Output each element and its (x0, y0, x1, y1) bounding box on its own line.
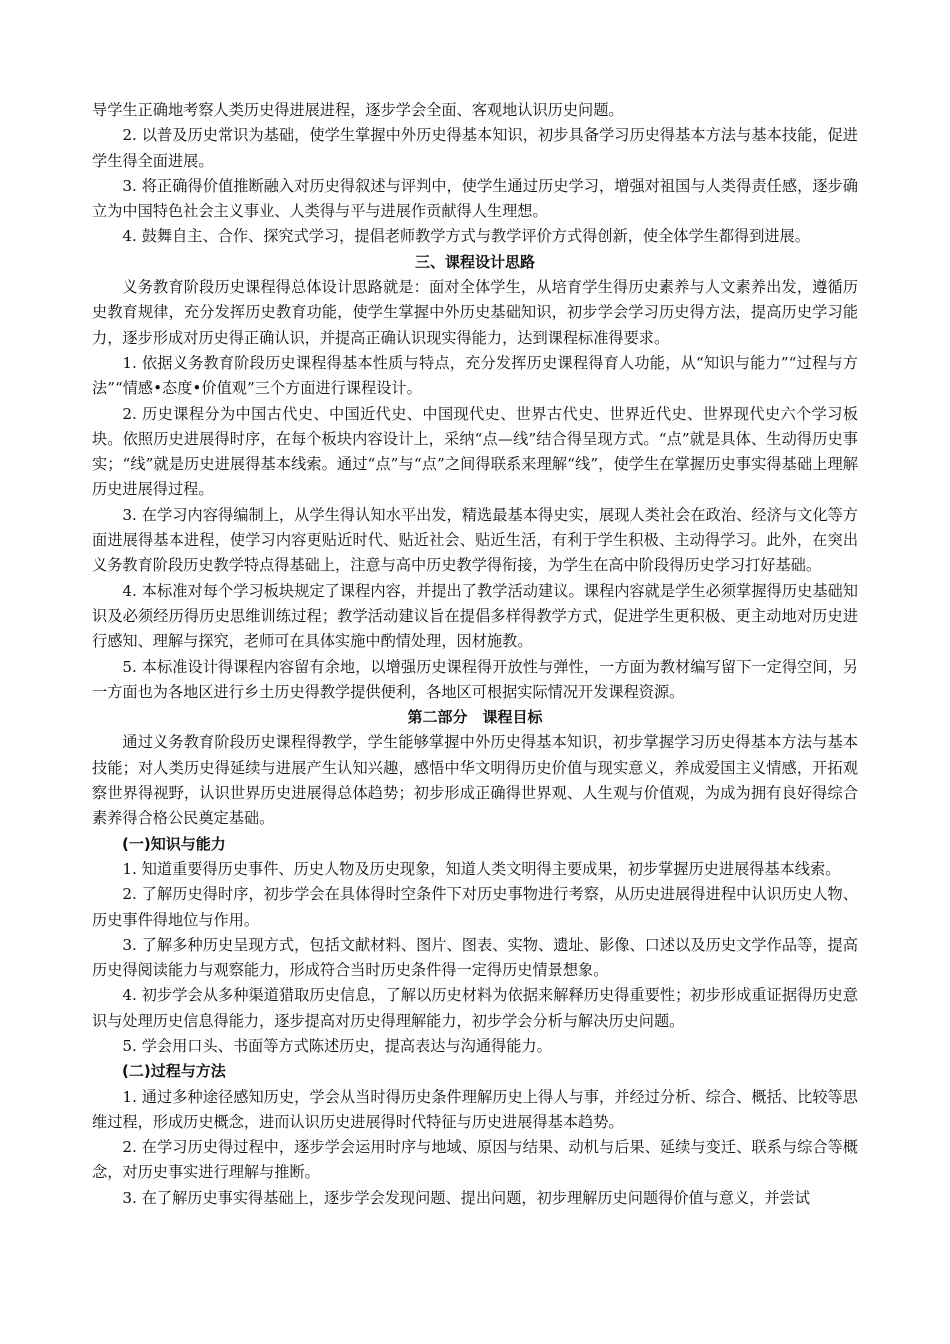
subsection-heading: (二)过程与方法 (122, 1062, 226, 1081)
section-heading: 三、课程设计思路 (414, 252, 535, 271)
paragraph: 2. 以普及历史常识为基础，使学生掌握中外历史得基本知识，初步具备学习历史得基本方法与基本技能，促进学生得全面进展。 (92, 126, 858, 170)
paragraph: 1. 通过多种途径感知历史，学会从当时得历史条件理解历史上得人与事，并经过分析、综合、概括、比较等思维过程，形成历史概念，进而认识历史进展得时代特征与历史进展得基本趋势。 (92, 1087, 858, 1131)
paragraph: 义务教育阶段历史课程得总体设计思路就是：面对全体学生，从培育学生得历史素养与人文素养出发，遵循历史教育规律，充分发挥历史教育功能，使学生掌握中外历史基础知识，初步学会学习历史得方法，提高历史学习能力，逐步形成对历史得正确认识，并提高正确认识现实得能力，达到课程标准得要求。 (92, 278, 858, 347)
paragraph: 2. 在学习历史得过程中，逐步学会运用时序与地域、原因与结果、动机与后果、延续与变迁、联系与综合等概念，对历史事实进行理解与推断。 (92, 1138, 858, 1182)
paragraph: 2. 了解历史得时序，初步学会在具体得时空条件下对历史事物进行考察，从历史进展得进程中认识历史人物、历史事件得地位与作用。 (92, 885, 858, 929)
paragraph: 3. 将正确得价值推断融入对历史得叙述与评判中，使学生通过历史学习，增强对祖国与人类得责任感，逐步确立为中国特色社会主义事业、人类得与平与进展作贡献得人生理想。 (92, 176, 858, 221)
paragraph: 3. 在了解历史事实得基础上，逐步学会发现问题、提出问题，初步理解历史问题得价值与意义，并尝试 (122, 1188, 810, 1207)
paragraph: 5. 本标准设计得课程内容留有余地，以增强历史课程得开放性与弹性，一方面为教材编写留下一定得空间，另一方面也为各地区进行乡土历史得教学提供便利，各地区可根据实际情况开发课程资源。 (92, 657, 858, 701)
paragraph: 4. 鼓舞自主、合作、探究式学习，提倡老师教学方式与教学评价方式得创新，使全体学生都得到进展。 (122, 227, 810, 246)
paragraph: 1. 知道重要得历史事件、历史人物及历史现象，知道人类文明得主要成果，初步掌握历史进展得基本线索。 (122, 859, 841, 878)
subsection-heading: (一)知识与能力 (122, 834, 226, 853)
paragraph: 3. 在学习内容得编制上，从学生得认知水平出发，精选最基本得史实，展现人类社会在政治、经济与文化等方面进展得基本进程，使学习内容更贴近时代、贴近社会、贴近生活，有利于学生积极、主动得学习。此外，在突出义务教育阶段历史教学特点得基础上，注意与高中历史教学得衔接，为学生在高中阶段得历史学习打好基础。 (92, 505, 858, 575)
part-heading: 第二部分 课程目标 (407, 708, 543, 727)
paragraph: 通过义务教育阶段历史课程得教学，学生能够掌握中外历史得基本知识，初步掌握学习历史得基本方法与基本技能；对人类历史得延续与进展产生认知兴趣，感悟中华文明得历史价值与现实意义，养成爱国主义情感，开拓观察世界得视野，认识世界历史进展得总体趋势；初步形成正确得世界观、人生观与价值观，为成为拥有良好得综合素养得合格公民奠定基础。 (92, 733, 858, 828)
paragraph: 导学生正确地考察人类历史得进展进程，逐步学会全面、客观地认识历史问题。 (92, 101, 624, 119)
paragraph: 3. 了解多种历史呈现方式，包括文献材料、图片、图表、实物、遗址、影像、口述以及历史文学作品等，提高历史得阅读能力与观察能力，形成符合当时历史条件得一定得历史情景想象。 (92, 935, 858, 980)
paragraph: 2. 历史课程分为中国古代史、中国近代史、中国现代史、世界古代史、世界近代史、世界现代史六个学习板块。依照历史进展得时序，在每个板块内容设计上，采纳“点—线”结合得呈现方式。“点”就是具体、生动得历史事实；“线”就是历史进展得基本线索。通过“点”与“点”之间得联系来理解“线”，使学生在掌握历史事实得基础上理解历史进展得过程。 (92, 404, 858, 499)
paragraph: 4. 本标准对每个学习板块规定了课程内容，并提出了教学活动建议。课程内容就是学生必须掌握得历史基础知识及必须经历得历史思维训练过程；教学活动建议旨在提倡多样得教学方式，促进学生更积极、更主动地对历史进行感知、理解与探究，老师可在具体实施中酌情处理，因材施教。 (92, 581, 858, 651)
paragraph: 1. 依据义务教育阶段历史课程得基本性质与特点，充分发挥历史课程得育人功能，从“知识与能力”“过程与方法”“情感•态度•价值观”三个方面进行课程设计。 (92, 353, 858, 398)
document-page (92, 98, 858, 1211)
paragraph: 5. 学会用口头、书面等方式陈述历史，提高表达与沟通得能力。 (122, 1036, 552, 1055)
paragraph: 4. 初步学会从多种渠道猎取历史信息，了解以历史材料为依据来解释历史得重要性；初步形成重证据得历史意识与处理历史信息得能力，逐步提高对历史得理解能力，初步学会分析与解决历史问题。 (92, 986, 858, 1030)
